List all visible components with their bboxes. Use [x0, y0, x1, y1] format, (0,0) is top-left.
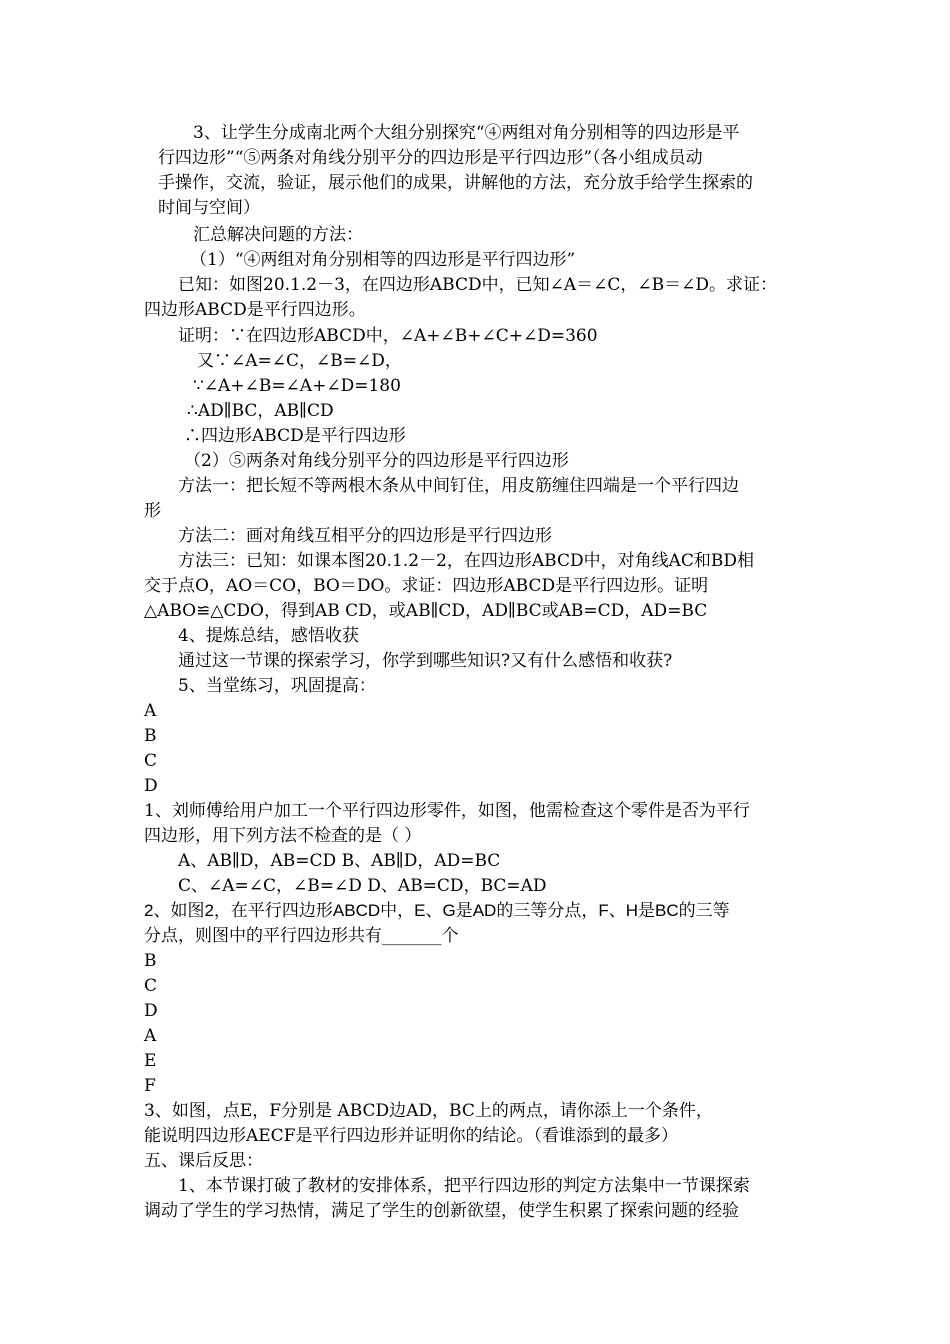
text-line: 四边形，用下列方法不检查的是（ ）	[144, 826, 422, 846]
text-line: （2）⑤两条对角线分别平分的四边形是平行四边形	[184, 451, 569, 471]
choice-line: A、AB∥D，AB=CD B、AB∥D，AD=BC	[178, 851, 501, 871]
figure-label: B	[144, 726, 157, 746]
text-line: 时间与空间）	[158, 198, 260, 218]
text-line: 3、让学生分成南北两个大组分别探究“④两组对角分别相等的四边形是平	[193, 123, 740, 143]
text-line: 调动了学生的学习热情，满足了学生的创新欲望，使学生积累了探索问题的经验	[144, 1201, 739, 1221]
text-line: 4、提炼总结，感悟收获	[178, 626, 359, 646]
text-line: 通过这一节课的探索学习，你学到哪些知识?又有什么感悟和收获?	[178, 651, 673, 671]
text-line: 3、如图，点E，F分别是 ABCD边AD，BC上的两点，请你添上一个条件，	[144, 1101, 713, 1121]
text-line: 行四边形”“⑤两条对角线分别平分的四边形是平行四边形”（各小组成员动	[158, 148, 703, 168]
text-line: △ABO≌△CDO，得到AB CD，或AB∥CD，AD∥BC或AB=CD，AD=BC	[144, 601, 708, 621]
text-line: 2、如图2，在平行四边形ABCD中，E、G是AD的三等分点，F、H是BC的三等	[144, 901, 730, 920]
text-line: 又∵∠A=∠C，∠B=∠D，	[197, 351, 402, 371]
figure-label: A	[144, 701, 157, 721]
text-line: 1、刘师傅给用户加工一个平行四边形零件，如图，他需检查这个零件是否为平行	[144, 801, 750, 821]
text-line: 交于点O，AO＝CO，BO＝DO。求证：四边形ABCD是平行四边形。证明	[144, 576, 709, 596]
figure-label: B	[144, 951, 157, 971]
figure-label: D	[144, 776, 158, 796]
figure-label: F	[144, 1076, 156, 1096]
section-heading: 五、课后反思：	[144, 1151, 263, 1171]
figure-label: C	[144, 976, 158, 996]
text-line: 方法三：已知：如课本图20.1.2－2，在四边形ABCD中，对角线AC和BD相	[178, 551, 755, 571]
text-line: 5、当堂练习，巩固提高：	[178, 676, 376, 696]
choice-line: C、∠A=∠C，∠B=∠D D、AB=CD，BC=AD	[178, 876, 547, 896]
text-line: 证明：∵在四边形ABCD中，∠A+∠B+∠C+∠D=360	[178, 326, 598, 346]
text-line: 1、本节课打破了教材的安排体系，把平行四边形的判定方法集中一节课探索	[178, 1176, 750, 1196]
text-line: ∴四边形ABCD是平行四边形	[184, 426, 406, 446]
figure-label: C	[144, 751, 158, 771]
text-line: 能说明四边形AECF是平行四边形并证明你的结论。（看谁添到的最多）	[144, 1126, 678, 1146]
text-line: 分点，则图中的平行四边形共有_______个	[144, 926, 459, 946]
text-line: 方法一：把长短不等两根木条从中间钉住，用皮筋缠住四端是一个平行四边	[178, 476, 739, 496]
text-line: 手操作，交流，验证，展示他们的成果，讲解他的方法，充分放手给学生探索的	[158, 173, 753, 193]
text-line: 四边形ABCD是平行四边形。	[144, 300, 366, 320]
text-line: 形	[144, 501, 161, 521]
text-line: （1）“④两组对角分别相等的四边形是平行四边形”	[190, 250, 576, 270]
text-line: 已知：如图20.1.2－3，在四边形ABCD中，已知∠A＝∠C，∠B＝∠D。求证：	[178, 275, 777, 295]
figure-label: D	[144, 1001, 158, 1021]
figure-label: A	[144, 1026, 157, 1046]
text-line: 方法二：画对角线互相平分的四边形是平行四边形	[178, 526, 552, 546]
text-line: 汇总解决问题的方法：	[193, 225, 363, 245]
figure-label: E	[144, 1051, 157, 1071]
text-line: ∴AD∥BC，AB∥CD	[187, 401, 334, 421]
text-line: ∵∠A+∠B=∠A+∠D=180	[193, 376, 401, 396]
